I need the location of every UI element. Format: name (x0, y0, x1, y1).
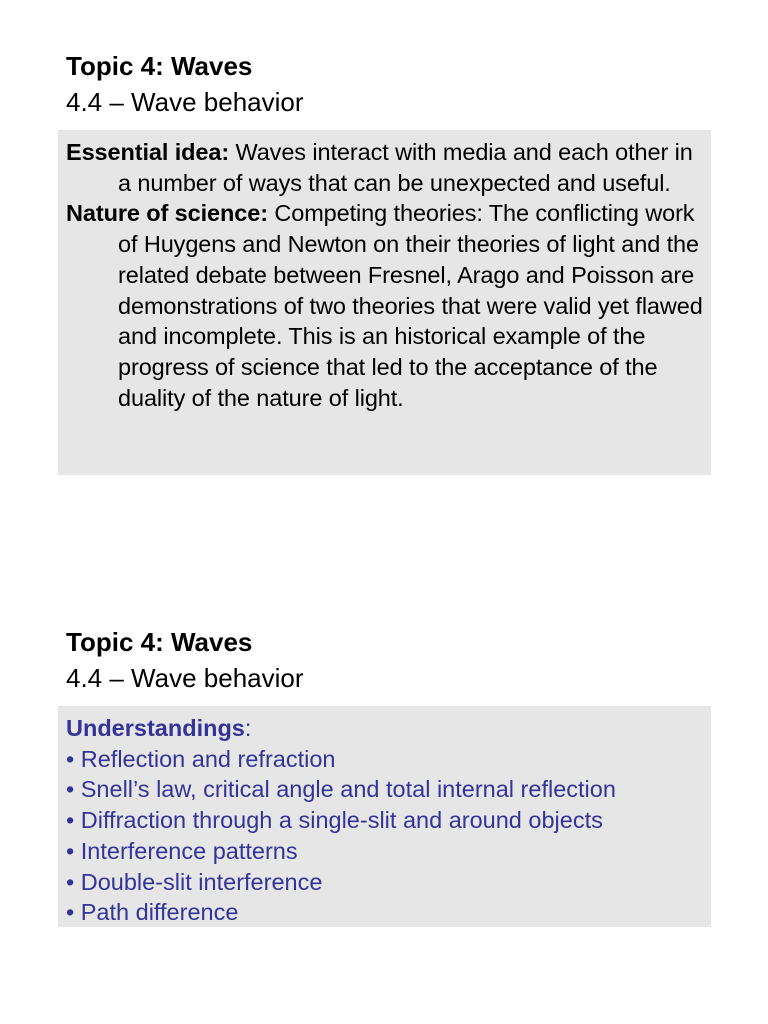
subtopic-title: 4.4 – Wave behavior (66, 663, 304, 693)
understandings-heading (66, 713, 703, 744)
understandings-box (58, 706, 711, 927)
nature-of-science-text: Competing theories: The conflicting work of Huygens and Newton on their theories of light and the related debate between Fresnel, Arago and Poisson are demonstrations of two theories that were valid yet flawed and incomplete. This is an historical example of the progress of science that led to the acceptance of the duality of the nature of light. (118, 200, 703, 411)
list-item: • Diffraction through a single-slit and around objects (66, 807, 603, 834)
list-item: • Reflection and refraction (66, 745, 336, 772)
essential-idea-box (58, 130, 711, 475)
list-item: • Double-slit interference (66, 868, 323, 895)
subtopic-title: 4.4 – Wave behavior (66, 87, 304, 117)
essential-idea-text: Waves interact with media and each other in a number of ways that can be unexpected and useful. (118, 139, 693, 196)
essential-idea-label: Essential idea: (66, 139, 230, 165)
understandings-colon: : (244, 715, 252, 741)
list-item: • Path difference (66, 899, 239, 926)
nature-of-science-label: Nature of science: (66, 200, 268, 227)
essential-idea-paragraph (66, 137, 703, 198)
understandings-label: Understandings (66, 715, 245, 741)
topic-title: Topic 4: Waves (66, 627, 253, 657)
list-item: • Snell’s law, critical angle and total internal reflection (66, 776, 616, 803)
understandings-list (66, 744, 703, 928)
nature-of-science-paragraph (66, 198, 703, 413)
list-item: • Interference patterns (66, 837, 298, 864)
topic-title: Topic 4: Waves (66, 51, 253, 81)
